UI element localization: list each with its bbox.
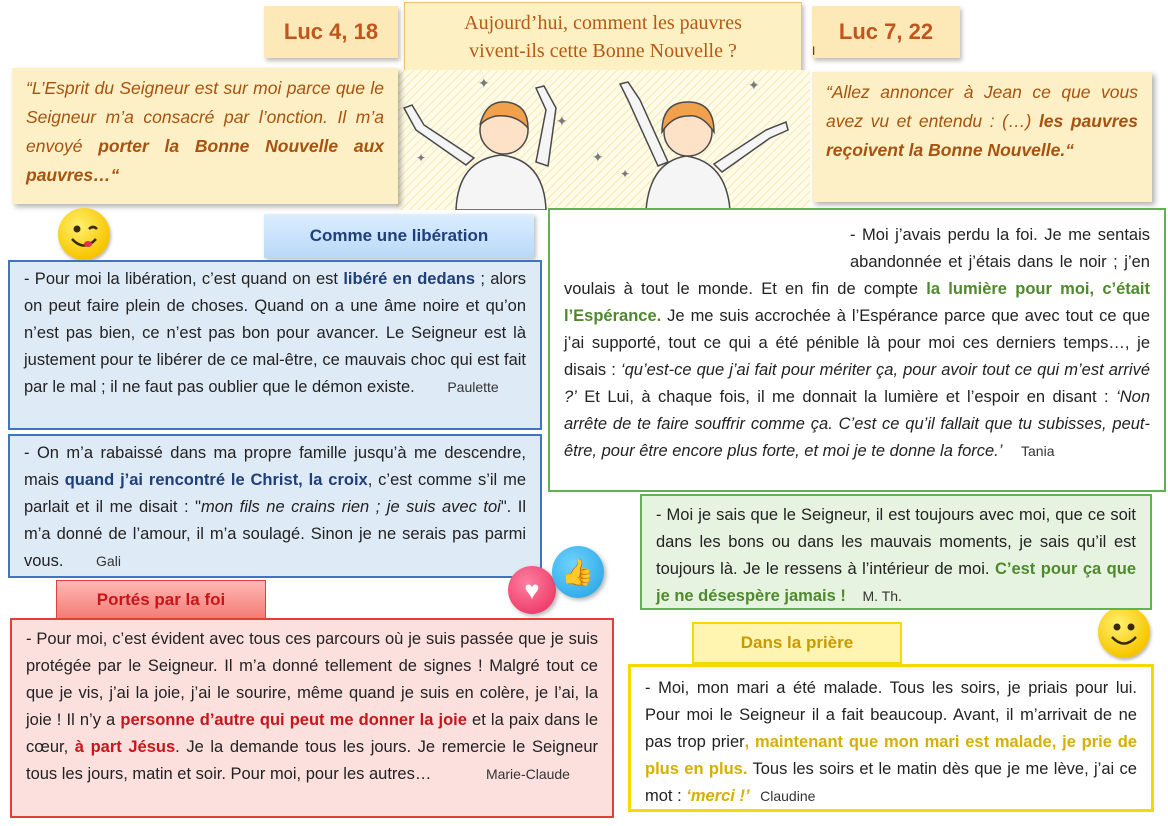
tania-highlight: la lumière pour moi, c’était l’Espérance. bbox=[564, 280, 1151, 325]
author-claudine: Claudine bbox=[760, 788, 816, 804]
claudine-text-1: - Moi, mon mari a été malade. Tous les soirs, je priais pour lui. Pour moi le Seigneur il a fait beaucoup. Avant, il m’arrivait de ne pas trop prier bbox=[645, 679, 1137, 751]
quote-luc-7-22 bbox=[812, 72, 1152, 202]
ref-luc-4-18: Luc 4, 18 bbox=[264, 6, 398, 58]
author-paulette: Paulette bbox=[447, 379, 499, 395]
tania-text-2: Je me suis accrochée à l’Espérance parce que avec tout ce que j’ai supporté, tout ce qui a été pénible là pour moi ces derniers temps…, je disais : bbox=[564, 307, 1150, 379]
testimony-tania bbox=[548, 208, 1166, 492]
gali-italic: mon fils ne crains rien ; je suis avec toi bbox=[201, 498, 501, 516]
svg-text:✦: ✦ bbox=[556, 113, 568, 129]
mth-text-1: - Moi je sais que le Seigneur, il est toujours avec moi, que ce soit dans les bons ou dans les mauvais moments, je sais qu’il est toujours là. Je le ressens à l’intérieur de moi. bbox=[656, 506, 1136, 578]
quote-luc-4-18 bbox=[12, 68, 398, 204]
marie-claude-text-2: et la paix dans le cœur, bbox=[26, 711, 598, 756]
gali-text-1: - On m’a rabaissé dans ma propre famille jusqu’à me descendre, mais bbox=[24, 444, 526, 489]
question-line-1: Aujourd’hui, comment les pauvres bbox=[464, 12, 742, 34]
gali-text-2: , c’est comme s’il me parlait et il me disait : " bbox=[24, 471, 526, 516]
author-marie-claude: Marie-Claude bbox=[485, 766, 570, 782]
mth-highlight: C’est pour ça que je ne désespère jamais ! bbox=[656, 560, 1137, 605]
ref-luc-7-22: Luc 7, 22 bbox=[812, 6, 960, 58]
testimony-claudine bbox=[628, 664, 1154, 812]
author-mth: M. Th. bbox=[862, 588, 902, 604]
page-question bbox=[404, 2, 802, 72]
paulette-text-1: - Pour moi la libération, c’est quand on est bbox=[24, 270, 344, 288]
smiley-wink-icon bbox=[58, 208, 110, 260]
section-label-priere: Dans la prière bbox=[692, 622, 902, 664]
marie-claude-text-3: . Je la demande tous les jours. Je remercie le Seigneur tous les jours, matin et soir. Pour moi, pour les autres… bbox=[26, 738, 598, 783]
quote-right-text: “Allez annoncer à Jean ce que vous avez vu et entendu : (…) bbox=[826, 82, 1138, 131]
tania-text-1: - Moi j’avais perdu la foi. Je me sentais abandonnée et j’étais dans le noir ; j’en voulais à tout le monde. Et en fin de compte bbox=[564, 226, 1150, 298]
author-gali: Gali bbox=[96, 553, 121, 569]
question-line-2: vivent-ils cette Bonne Nouvelle ? bbox=[469, 40, 737, 62]
claudine-merci: ‘merci !’ bbox=[686, 787, 750, 805]
svg-text:✦: ✦ bbox=[478, 75, 490, 91]
tania-italic-2: ‘Non arrête de te faire souffrir comme ça. C’est ce qu’il fallait que tu subisses, peut-être, pour être encore plus forte, et moi je te donne la force.’ bbox=[564, 388, 1150, 460]
testimony-marie-claude bbox=[10, 618, 614, 818]
heart-icon: ♥ bbox=[508, 566, 556, 614]
testimony-gali bbox=[8, 434, 542, 578]
svg-text:✦: ✦ bbox=[620, 167, 631, 181]
quote-right-bold: les pauvres reçoivent la Bonne Nouvelle.“ bbox=[826, 111, 1138, 160]
celebration-illustration bbox=[396, 70, 810, 210]
thumbs-up-icon: 👍 bbox=[552, 546, 604, 598]
smiley-wink-icon-2 bbox=[1098, 606, 1150, 658]
section-label-foi: Portés par la foi bbox=[56, 580, 266, 620]
claudine-highlight: , maintenant que mon mari est malade, je prie de plus en plus. bbox=[645, 733, 1137, 778]
svg-text:✦: ✦ bbox=[416, 151, 427, 165]
section-label-liberation: Comme une libération bbox=[264, 214, 534, 258]
quote-left-text: “L’Esprit du Seigneur est sur moi parce que le Seigneur m’a consacré par l’onction. Il m’a envoyé bbox=[26, 78, 384, 156]
text-cursor-mark: I bbox=[812, 44, 816, 58]
quote-left-bold: porter la Bonne Nouvelle aux pauvres…“ bbox=[26, 136, 385, 185]
marie-claude-highlight-2: à part Jésus bbox=[74, 738, 176, 756]
testimony-mth bbox=[640, 494, 1152, 610]
testimony-paulette bbox=[8, 260, 542, 430]
svg-text:✦: ✦ bbox=[592, 149, 604, 165]
tania-italic-1: ‘qu’est-ce que j’ai fait pour mériter ça, pour avoir tout ce qui m’est arrivé ?’ bbox=[564, 361, 1151, 406]
label-spacer bbox=[564, 222, 850, 266]
tania-text-3: Et Lui, à chaque fois, il me donnait la lumière et l’espoir en disant : bbox=[576, 388, 1117, 406]
author-tania: Tania bbox=[1021, 443, 1055, 459]
svg-text:✦: ✦ bbox=[748, 77, 760, 93]
gali-highlight: quand j’ai rencontré le Christ, la croix bbox=[64, 471, 368, 489]
marie-claude-text-1: - Pour moi, c’est évident avec tous ces parcours où je suis passée que je suis protégée par le Seigneur. Il m’a donné tellement de signes ! Malgré tout ce que je vis, j’ai la joie, j’ai le sourire, même quand je suis en colère, je l’ai, la joie ! Il n’y a bbox=[26, 630, 598, 729]
marie-claude-highlight-1: personne d’autre qui peut me donner la joie bbox=[120, 711, 467, 729]
claudine-text-2: Tous les soirs et le matin dès que je me lève, j’ai ce mot : bbox=[645, 760, 1137, 805]
paulette-text-2: ; alors on peut faire plein de choses. Quand on a une âme noire et qu’on n’est pas bien, ce n’est pas bon pour avancer. Le Seigneur est là justement pour te libérer de ce mal-être, ce mauvais choc qui est fait par le mal ; il ne faut pas oublier que le démon existe. bbox=[24, 270, 526, 396]
gali-text-3: ". Il m’a donné de l’amour, il m’a soulagé. Sinon je ne serais pas parmi vous. bbox=[24, 498, 527, 570]
paulette-highlight: libéré en dedans bbox=[343, 270, 475, 288]
